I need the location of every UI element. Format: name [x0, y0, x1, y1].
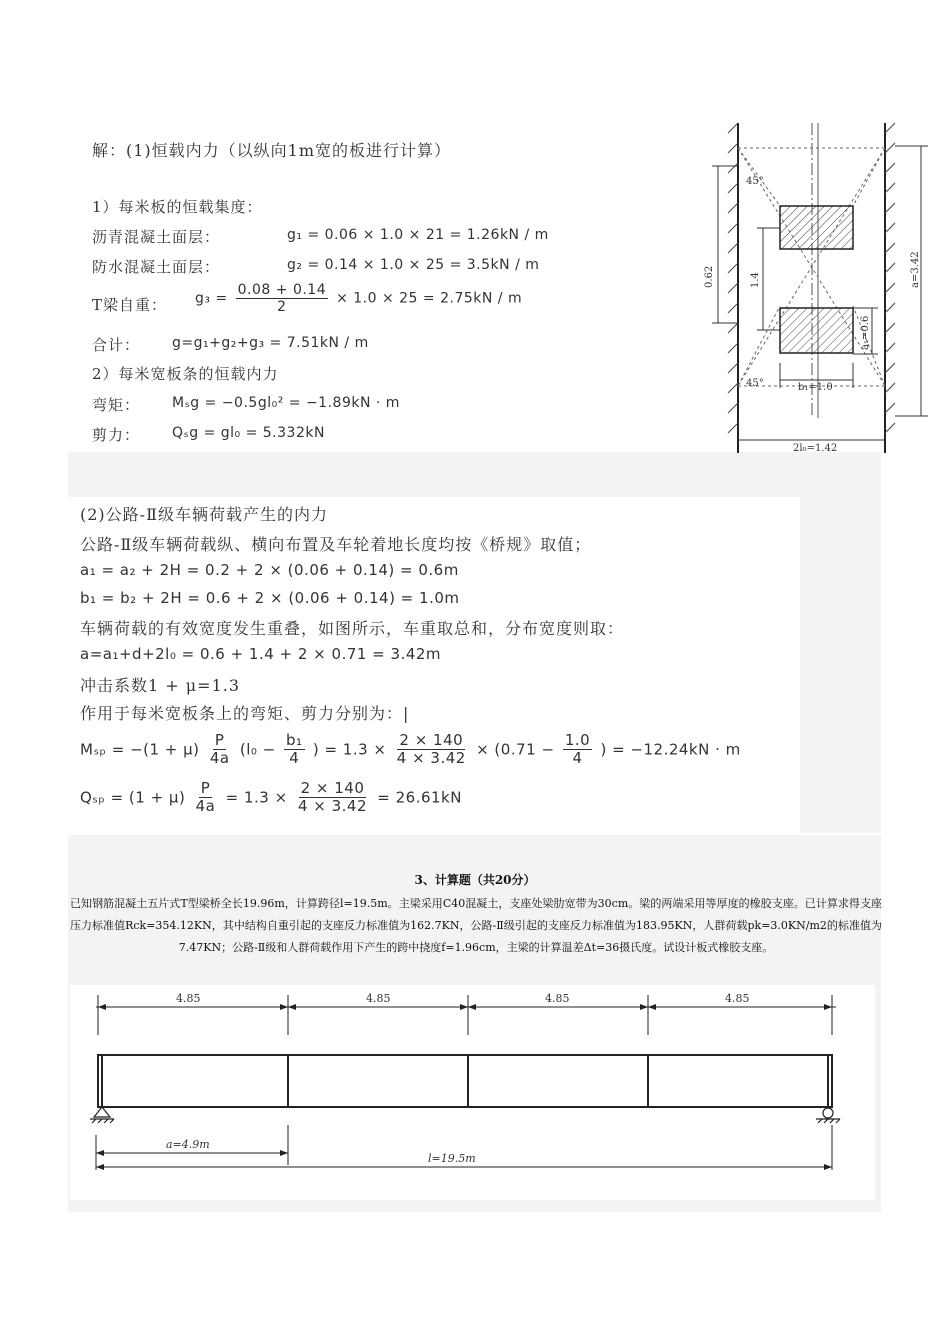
- dim-062-label: 0.62: [704, 265, 715, 288]
- m-frac3-num: 2 × 140: [399, 731, 464, 749]
- moment-sp-formula: [80, 732, 741, 768]
- angle-bottom-label: 45°: [746, 378, 764, 389]
- q-frac2-den: 4 × 3.42: [297, 797, 367, 816]
- problem3-title: 3、计算题（共20分）: [414, 873, 536, 887]
- tbeam-numerator: 0.08 + 0.14: [237, 282, 327, 298]
- total-formula: g=g₁+g₂+g₃ = 7.51kN / m: [172, 335, 369, 351]
- tbeam-formula: [195, 282, 522, 315]
- dim-a-label: a=4.9m: [166, 1138, 210, 1151]
- pin-support-icon: [90, 1107, 114, 1123]
- overlap-line: 车辆荷载的有效宽度发生重叠，如图所示，车重取总和，分布宽度则取：: [80, 619, 625, 638]
- shear-sp-formula: [80, 780, 462, 816]
- m-mid1: (l₀ −: [239, 740, 276, 759]
- moment-label: 弯矩：: [92, 396, 141, 414]
- part2-heading: (2)公路-Ⅱ级车辆荷载产生的内力: [80, 505, 328, 524]
- impact-line: 冲击系数1 + μ=1.3: [80, 676, 241, 695]
- q-frac1: [194, 780, 218, 816]
- tbeam-denominator: 2: [277, 299, 287, 316]
- shear-formula: Qₛg = gl₀ = 5.332kN: [172, 425, 325, 441]
- a1-formula: a₁ = a₂ + 2H = 0.2 + 2 × (0.06 + 0.14) = 0.6m: [80, 561, 459, 579]
- moment-formula: Mₛg = −0.5gl₀² = −1.89kN · m: [172, 395, 400, 411]
- m-end: ) = −12.24kN · m: [600, 740, 741, 759]
- wheel-area-bottom: [780, 308, 853, 353]
- tbeam-g: g₃ =: [195, 290, 228, 307]
- part2-line1: 公路-Ⅱ级车辆荷载纵、横向布置及车轮着地长度均按《桥规》取值；: [80, 535, 592, 554]
- tbeam-fraction: [236, 282, 328, 315]
- m-frac1-den: 4a: [209, 749, 230, 768]
- q-lhs: Qₛₚ = (1 + μ): [80, 788, 186, 807]
- asphalt-label: 沥青混凝土面层：: [92, 228, 221, 246]
- total-label: 合计：: [92, 336, 141, 354]
- m-mid2: ) = 1.3 ×: [312, 740, 387, 759]
- m-frac4-num: 1.0: [564, 731, 591, 749]
- b1-formula: b₁ = b₂ + 2H = 0.6 + 2 × (0.06 + 0.14) = 1.0m: [80, 589, 460, 607]
- a-formula: a=a₁+d+2l₀ = 0.6 + 1.4 + 2 × 0.71 = 3.42m: [80, 645, 442, 663]
- right-rib-hatching: [885, 123, 895, 433]
- roller-support-icon: [816, 1108, 840, 1123]
- m-frac2: [284, 732, 305, 768]
- m-frac1-num: P: [214, 731, 225, 749]
- shear-label: 剪力：: [92, 426, 141, 444]
- asphalt-formula: g₁ = 0.06 × 1.0 × 21 = 1.26kN / m: [287, 227, 549, 243]
- m-frac4-den: 4: [572, 749, 583, 768]
- m-lhs: Mₛₚ = −(1 + μ): [80, 740, 200, 759]
- waterproof-label: 防水混凝土面层：: [92, 258, 221, 276]
- tbeam-rest: × 1.0 × 25 = 2.75kN / m: [336, 290, 523, 307]
- q-frac2-num: 2 × 140: [300, 779, 365, 797]
- tbeam-label: T梁自重：: [92, 296, 168, 314]
- m-frac2-den: 4: [289, 749, 300, 768]
- m-frac4: [563, 732, 592, 768]
- m-frac1: [208, 732, 232, 768]
- dim-a-label: a=3.42: [910, 251, 921, 288]
- section-background-upper: [68, 452, 881, 497]
- q-frac1-den: 4a: [195, 797, 216, 816]
- q-frac2: [296, 780, 369, 816]
- m-frac3-den: 4 × 3.42: [396, 749, 466, 768]
- part1-sub1: 1）每米板的恒载集度：: [92, 198, 263, 216]
- section-background-middle: [800, 497, 881, 833]
- m-frac2-num: b₁: [286, 731, 303, 749]
- segment-2-label: 4.85: [366, 992, 391, 1005]
- segment-3-label: 4.85: [545, 992, 570, 1005]
- apply-line: 作用于每米宽板条上的弯矩、剪力分别为：|: [80, 704, 410, 723]
- angle-top-label: 45°: [746, 176, 764, 187]
- dim-b1-label: b₁=1.0: [798, 382, 833, 393]
- segment-4-label: 4.85: [725, 992, 750, 1005]
- wheel-area-top: [780, 206, 853, 249]
- dim-l-label: l=19.5m: [428, 1152, 476, 1165]
- beam-span-diagram: [70, 985, 875, 1200]
- m-frac3: [395, 732, 468, 768]
- wheel-load-distribution-diagram: [700, 118, 940, 458]
- problem3-text: 已知钢筋混凝土五片式T型梁桥全长19.96m，计算跨径l=19.5m。主梁采用C40混凝土，支座处梁肋宽带为30cm。梁的两端采用等厚度的橡胶支座。已计算求得支座压力标准值Rck=354.12KN，其中结构自重引起的支座反力标准值为162.7KN，公路-Ⅱ级引起的支座反力标准值为183.95KN，人群荷载pk=3.0KN/m2的标准值为7.47KN；公路-Ⅱ级和人群荷载作用下产生的跨中挠度f=1.96cm，主梁的计算温差Δt=36摄氏度。试设计板式橡胶支座。: [70, 897, 882, 954]
- dim-a1-label: a₁=0.6: [860, 315, 871, 350]
- dim-14-label: 1.4: [750, 272, 761, 288]
- segment-1-label: 4.85: [176, 992, 201, 1005]
- waterproof-formula: g₂ = 0.14 × 1.0 × 25 = 3.5kN / m: [287, 257, 540, 273]
- q-mid: = 1.3 ×: [225, 788, 288, 807]
- left-rib-hatching: [728, 123, 738, 433]
- q-frac1-num: P: [200, 779, 211, 797]
- m-mid3: × (0.71 −: [476, 740, 555, 759]
- dim-2l0-label: 2l₀=1.42: [793, 443, 838, 454]
- part1-heading: 解：(1)恒载内力（以纵向1m宽的板进行计算）: [92, 141, 452, 160]
- q-end: = 26.61kN: [377, 788, 462, 807]
- part1-sub2: 2）每米宽板条的恒载内力: [92, 365, 279, 383]
